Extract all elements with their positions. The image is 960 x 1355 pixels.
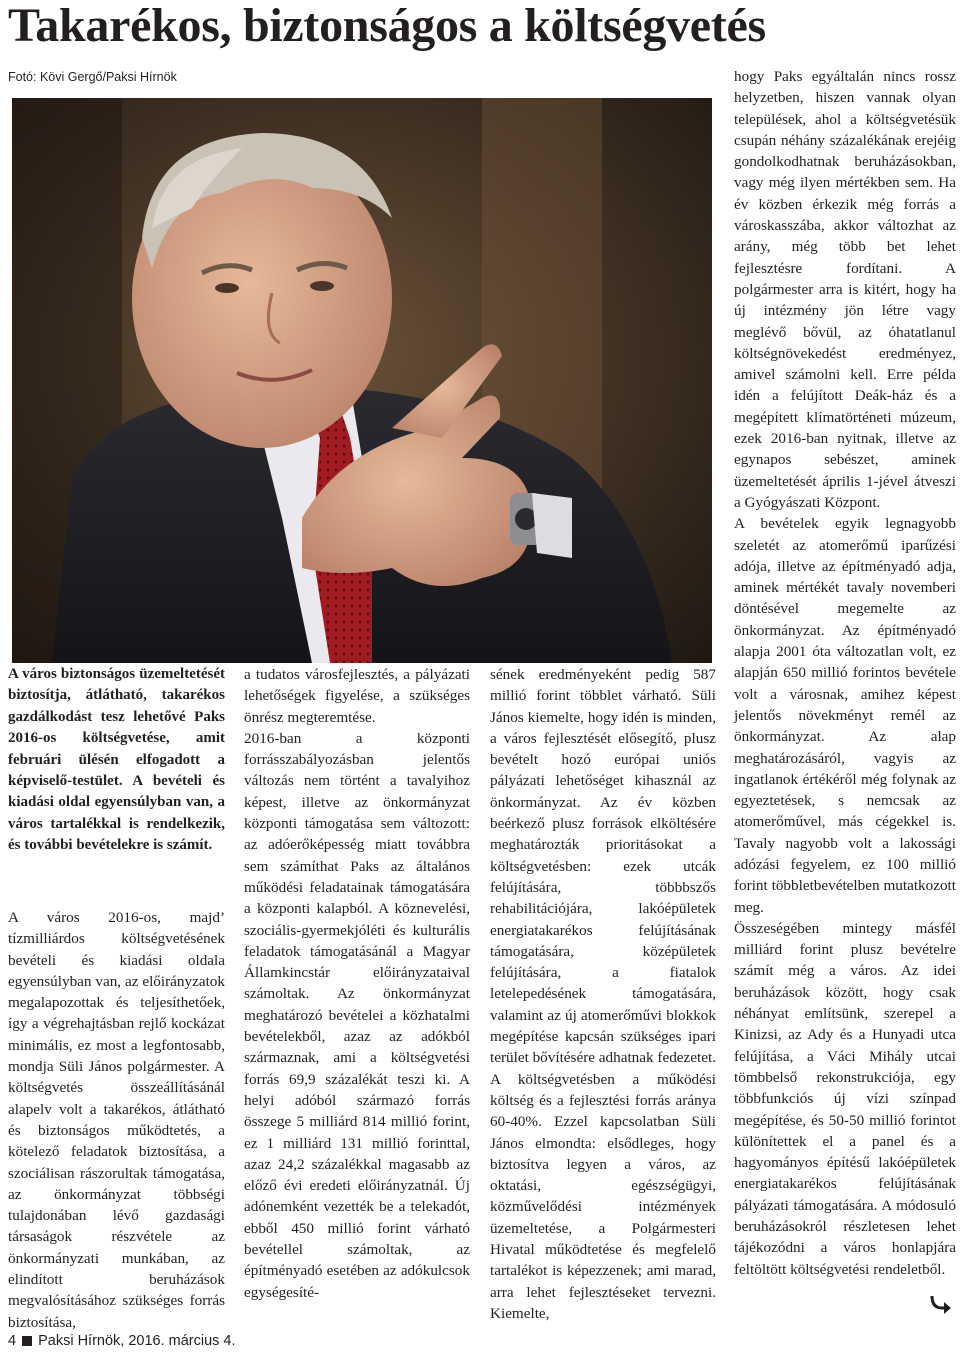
square-bullet-icon xyxy=(22,1336,32,1346)
body-paragraph: 2016-ban a központi forrásszabályozásban jelentős változás nem történt a tavalyihoz képest, illetve az önkormányzat központi támogatása sem változott: az adóerőképesség miatt továbbra sem számíthat Paks az általános működési feladatainak támogatására a központi kalapból. A köznevelési, szociális-gyermekjóléti és kulturális feladatok támogatásánál a Magyar Államkincstár előirányzataival számoltak. Az önkormányzat meghatározó bevételei a közhatalmi bevételekből, azaz az adókból származnak, ami a költségvetési forrás 69,9 százalékát teszi ki. A helyi adóból származó forrás összege 5 milliárd 814 millió forint, ez 1 milliárd 131 millió forinttal, azaz 24,2 százalékkal magasabb az előző évi eredeti előirányzatnál. Új adónemként vezették be a telekadót, ebből 450 millió forint várható bevétellel számoltak, az építményadó esetében az adókulcsok egységesíté- xyxy=(244,729,470,1301)
page-footer xyxy=(8,1333,236,1349)
publication-info: Paksi Hírnök, 2016. március 4. xyxy=(38,1333,236,1349)
body-column-3 xyxy=(490,664,716,1324)
body-paragraph: A bevételek egyik legnagyobb szeletét az atomerőmű iparűzési adója, illetve az építményadó adja, aminek mértékét tavaly novemberi döntésével megemelte az önkormányzat. Az építményadó alapja 2001 óta változatlan volt, ez alapján 650 millió forintos bevétele volt a városnak, amihez képest jelentős növekményt remél az önkormányzat. Az alap meghatározásáról, vagyis az ingatlanok értékéről még folynak az egyeztetések, s nemcsak az atomerőművel, más cégekkel is. Tavaly nagyobb volt a lakossági adózási fegyelem, ez 100 millió forint többletbevételben mutatkozott meg. xyxy=(734,515,956,916)
body-column-1 xyxy=(8,907,225,1333)
body-paragraph: sének eredményeként pedig 587 millió forint többlet várható. Süli János kiemelte, hogy idén is minden, a város fejlesztését elősegítő, plusz bevételt hozó európai uniós pályázati lehetőséget kihasznál az önkormányzat. Az év közben beérkező plusz források elköltésére meghatározták prioritásokat a költségvetésben: ezek utcák felújítására, többbszős rehabilitációjára, lakóépületek energiatakarékos felújításának támogatására, középületek felújítására, a fiatalok letelepedésének támogatására, valamint az új atomerőművi blokkok megépítése kapcsán szükséges ipari terület bővítésére adhatnak fedezetet. A költségvetésben a működési költség és a fejlesztési forrás aránya 60-40%. Ezzel kapcsolatban Süli János elmondta: elsődleges, hogy biztosítva legyen a város, az oktatási, egészségügyi, közművelődési intézmények üzemeltetése, a Polgármesteri Hivatal működtetése és megfelelő tartalékot is képezzenek; ami marad, arra lehet fejlesztéseket tervezni. Kiemelte, xyxy=(490,666,717,1322)
portrait-photo xyxy=(12,98,712,663)
photo-credit: Fotó: Kövi Gergő/Paksi Hírnök xyxy=(8,70,177,84)
body-column-2 xyxy=(244,664,470,1303)
headline: Takarékos, biztonságos a költségvetés xyxy=(8,0,766,52)
end-arrow-icon xyxy=(928,1290,954,1314)
body-column-4 xyxy=(734,66,956,1280)
body-paragraph: a tudatos városfejlesztés, a pályázati lehetőségek figyelése, a szükséges önrész megteremtése. xyxy=(244,666,470,726)
lead-paragraph: A város biztonságos üzemeltetését biztosítja, átlátható, takarékos gazdálkodást tesz lehetővé Paks 2016-os költségvetése, amit februári ülésén elfogadott a képviselő-testület. A bevételi és kiadási oldal egyensúlyban van, a város tartalékkal is rendelkezik, és további bevételekre is számít. xyxy=(8,666,225,854)
page-number: 4 xyxy=(8,1333,17,1349)
body-paragraph: Összeségében mintegy másfél milliárd forint plusz bevételre számít még a város. Az idei beruházások között, hogy csak néhányat említsünk, szerepel a Kinizsi, az Ady és a Hunyadi utca felújítása, a Váci Mihály utcai tömbbelső rekonstrukciója, egy többfunkciós új vízi színpad megépítése, és 50-50 millió forintot különítettek el a panel és a hagyományos építésű lakóépületek energiatakarékos felújításának pályázati támogatására. A módosuló beruházásokról részletesen lehet tájékozódni a város honlapjára feltöltött költségvetési rendeletből. xyxy=(734,919,956,1278)
body-paragraph: hogy Paks egyáltalán nincs rossz helyzetben, hiszen vannak olyan települések, ahol a költségvetésük csupán néhány százalékának erejéig gondolkodhatnak beruházásokban, vagy még ilyen mértékben sem. Ha év közben érkezik még forrás a városkasszába, akkor változhat az arány, még több bet lehet fejlesztésre fordítani. A polgármester arra is kitért, hogy ha új intézmény jön létre vagy meglévő bővül, az óhatatlanul költségnövekedést eredményez, amivel számolni kell. Erre példa idén a felújított Deák-ház és a megépített klímatörténeti múzeum, ezek 2016-ban nyitnak, illetve az egynapos sebészet, aminek üzemeltetését április 1-jével átveszi a Gyógyászati Központ. xyxy=(734,68,956,511)
body-paragraph: A város 2016-os, majd’ tízmilliárdos költségvetésének bevételi és kiadási oldala egyensúlyban van, az előirányzatok megalapozottak és teljesíthetőek, így a végrehajtásban rejlő kockázat minimális, ez most a legfontosabb, mondja Süli János polgármester. A költségvetés összeállításánál alapelv volt a takarékos, átlátható és biztonságos működtetés, a kötelező feladatok biztosítása, a szociálisan rászorultak támogatása, az önkormányzat többségi tulajdonában lévő gazdasági társaságok részvétele az önkormányzati munkában, az elindított beruházások megvalósításához szükséges forrás biztosítása, xyxy=(8,909,225,1331)
